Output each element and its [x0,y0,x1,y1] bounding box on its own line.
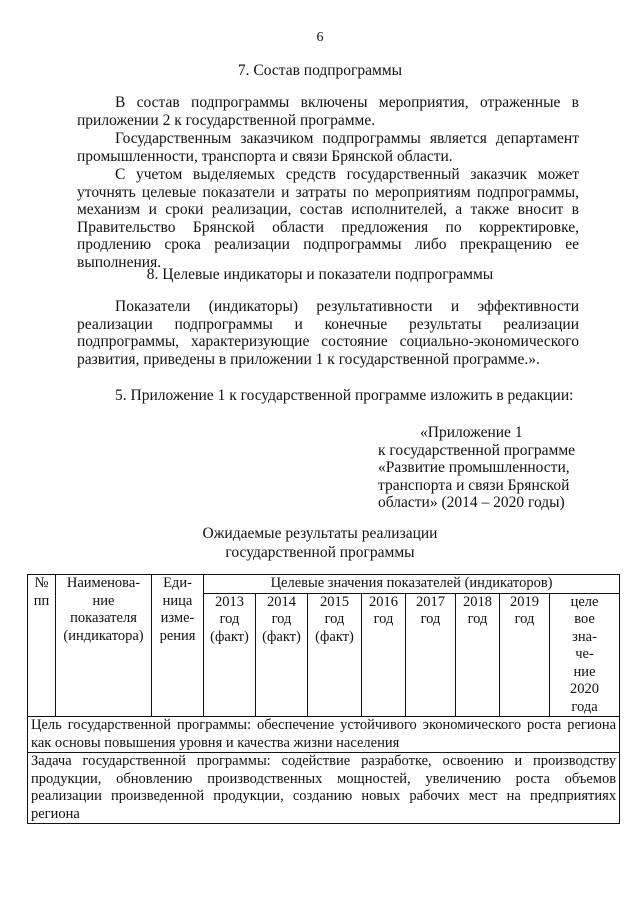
col-header-indicator-name: Наименова- ние показателя (индикатора) [56,575,152,717]
col-header-target-values: Целевые значения показателей (индикаторов) [204,575,620,594]
section-8-heading: 8. Целевые индикаторы и показатели подпрограммы [146,266,494,283]
col-header-2013: 2013 год (факт) [204,593,256,717]
col-header-2017: 2017 год [406,593,456,717]
section-7-paragraph-3: С учетом выделяемых средств государственный заказчик может уточнять целевые показатели и затраты по мероприятиям подпрограммы, механизм и сроки реализации, состав исполнителей, а также вносит в Правительство Брянской области предложения по корректировке, продлению срока реализации подпрограммы либо прекращению ее выполнения. [77,166,579,271]
col-header-unit: Еди- ница изме- рения [152,575,204,717]
appendix-line-1: «Приложение 1 [420,424,523,441]
col-header-2018: 2018 год [456,593,500,717]
results-table [27,574,620,824]
col-header-target-2020: целе вое зна- че- ние 2020 года [550,593,620,717]
table-title-line-1: Ожидаемые результаты реализации [202,525,438,542]
appendix-line-4: транспорта и связи Брянской [378,476,570,494]
section-8-paragraph: Показатели (индикаторы) результативности и эффективности реализации подпрограммы и конечные результаты реализации подпрограммы, характеризующие состояние социально-экономического развития, приведены в приложении 1 к государственной программе.». [77,298,579,368]
table-title-line-2: государственной программы [225,544,415,561]
table-title [0,524,640,562]
task-row: Задача государственной программы: содействие разработке, освоению и производству продукции, обновлению производственных мощностей, увеличению роста объемов реализации произведенной продукции, созданию новых рабочих мест на предприятиях региона [28,753,620,824]
item-5-text: 5. Приложение 1 к государственной программе изложить в редакции: [115,387,574,404]
appendix-line-5: области» (2014 – 2020 годы) [378,494,565,511]
page-number: 6 [316,30,324,45]
appendix-line-2: к государственной программе [378,441,576,459]
appendix-header [378,424,608,512]
col-header-2019: 2019 год [500,593,550,717]
section-7-paragraph-2: Государственным заказчиком подпрограммы является департамент промышленности, транспорта и связи Брянской области. [77,130,579,165]
col-header-number: № пп [28,575,56,717]
appendix-line-3: «Развитие промышленности, [378,459,570,476]
col-header-2016: 2016 год [362,593,406,717]
section-7-heading: 7. Состав подпрограммы [237,62,403,79]
col-header-2014: 2014 год (факт) [256,593,308,717]
section-7-paragraph-1: В состав подпрограммы включены мероприятия, отраженные в приложении 2 к государственной программе. [77,94,579,129]
col-header-2015: 2015 год (факт) [308,593,362,717]
goal-row: Цель государственной программы: обеспечение устойчивого экономического роста региона как основы повышения уровня и качества жизни населения [28,717,620,753]
